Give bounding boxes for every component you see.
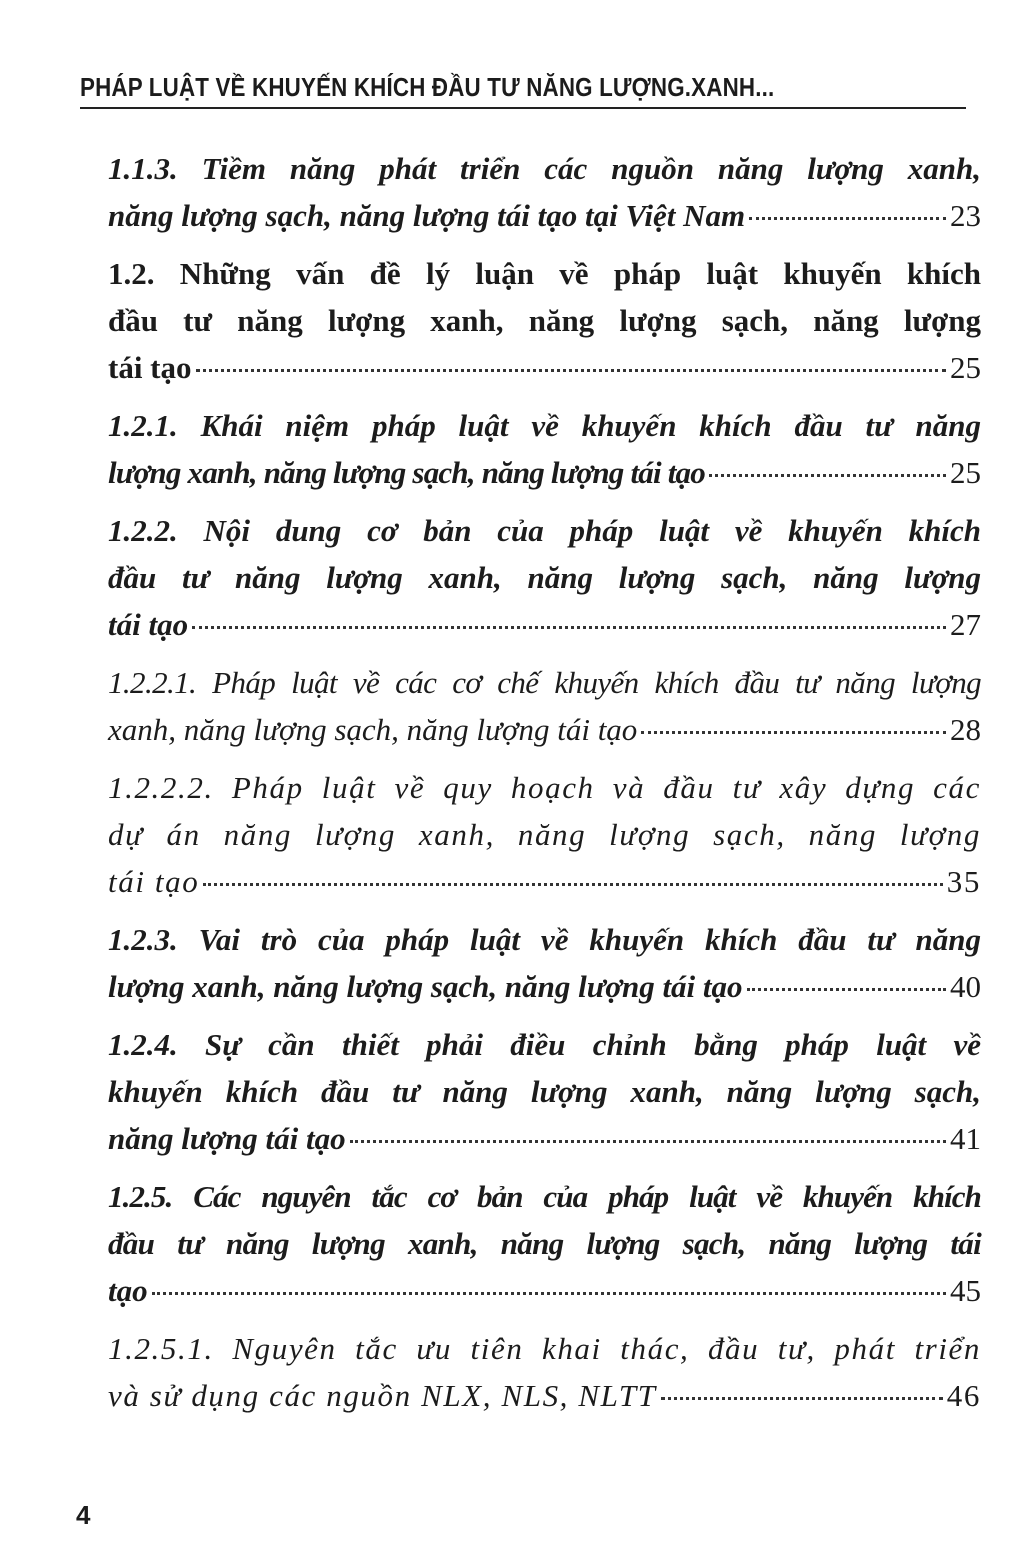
dot-leader <box>152 1292 946 1295</box>
toc-line: tái tạo <box>108 607 189 642</box>
toc-page-number: 35 <box>946 864 981 899</box>
toc-line: 1.1.3. Tiềm năng phát triển các nguồn năng lượng xanh, <box>108 151 981 186</box>
toc-line: 1.2.3. Vai trò của pháp luật về khuyến khích đầu tư năng <box>108 922 981 957</box>
dot-leader <box>661 1397 943 1400</box>
toc-line: dự án năng lượng xanh, năng lượng sạch, năng lượng <box>108 817 981 852</box>
toc-entry-1-2-1 <box>108 402 981 496</box>
toc-page-number: 41 <box>950 1121 981 1156</box>
toc-line: 1.2.2.2. Pháp luật về quy hoạch và đầu tư xây dựng các <box>108 770 981 805</box>
toc-entry-1-2-3 <box>108 916 981 1010</box>
dot-leader <box>747 988 946 991</box>
toc-entry-1-2-4 <box>108 1021 981 1162</box>
toc-line: đầu tư năng lượng xanh, năng lượng sạch, năng lượng tái <box>108 1226 981 1261</box>
toc-line: năng lượng tái tạo <box>108 1121 346 1156</box>
toc-entry-1-2-2-2 <box>108 764 981 905</box>
toc-line: 1.2.5. Các nguyên tắc cơ bản của pháp luật về khuyến khích <box>108 1179 981 1214</box>
toc-page-number: 28 <box>950 712 981 747</box>
dot-leader <box>749 217 946 220</box>
toc-page-number: 46 <box>946 1378 981 1413</box>
dot-leader <box>350 1140 946 1143</box>
toc-line: tạo <box>108 1273 148 1308</box>
toc-line: 1.2.4. Sự cần thiết phải điều chỉnh bằng pháp luật về <box>108 1027 981 1062</box>
toc-line: lượng xanh, năng lượng sạch, năng lượng tái tạo <box>108 455 705 490</box>
toc-line: và sử dụng các nguồn NLX, NLS, NLTT <box>108 1378 657 1413</box>
toc-line: 1.2. Những vấn đề lý luận về pháp luật khuyến khích <box>108 256 981 291</box>
toc-line: tái tạo <box>108 350 192 385</box>
toc-page-number: 27 <box>950 607 981 642</box>
toc-entry-1-2-2-1 <box>108 659 981 753</box>
toc-page-number: 45 <box>950 1273 981 1308</box>
dot-leader <box>641 731 946 734</box>
toc-page-number: 25 <box>950 350 981 385</box>
toc-entry-1-1-3 <box>108 145 981 239</box>
toc-entry-1-2-5 <box>108 1173 981 1314</box>
table-of-contents <box>108 145 981 1430</box>
toc-line: tái tạo <box>108 864 200 899</box>
toc-entry-1-2-2 <box>108 507 981 648</box>
toc-entry-1-2 <box>108 250 981 391</box>
toc-line: đầu tư năng lượng xanh, năng lượng sạch, năng lượng <box>108 303 981 338</box>
toc-line: năng lượng sạch, năng lượng tái tạo tại Việt Nam <box>108 198 746 233</box>
toc-line: 1.2.1. Khái niệm pháp luật về khuyến khích đầu tư năng <box>108 408 981 443</box>
toc-line: 1.2.5.1. Nguyên tắc ưu tiên khai thác, đầu tư, phát triển <box>108 1331 981 1366</box>
header-rule <box>80 107 966 109</box>
page-number: 4 <box>76 1500 91 1530</box>
dot-leader <box>196 369 946 372</box>
dot-leader <box>709 474 946 477</box>
dot-leader <box>203 883 943 886</box>
toc-page-number: 40 <box>950 969 981 1004</box>
running-header: PHÁP LUẬT VỀ KHUYẾN KHÍCH ĐẦU TƯ NĂNG LƯỢNG.XANH... <box>80 72 775 102</box>
toc-line: xanh, năng lượng sạch, năng lượng tái tạo <box>108 712 638 747</box>
toc-page-number: 23 <box>950 198 981 233</box>
toc-line: đầu tư năng lượng xanh, năng lượng sạch, năng lượng <box>108 560 981 595</box>
toc-page-number: 25 <box>950 455 981 490</box>
toc-line: lượng xanh, năng lượng sạch, năng lượng tái tạo <box>108 969 743 1004</box>
toc-line: 1.2.2.1. Pháp luật về các cơ chế khuyến khích đầu tư năng lượng <box>108 665 981 700</box>
toc-entry-1-2-5-1 <box>108 1325 981 1419</box>
dot-leader <box>192 626 946 629</box>
toc-line: 1.2.2. Nội dung cơ bản của pháp luật về khuyến khích <box>108 513 981 548</box>
toc-line: khuyến khích đầu tư năng lượng xanh, năng lượng sạch, <box>108 1074 981 1109</box>
